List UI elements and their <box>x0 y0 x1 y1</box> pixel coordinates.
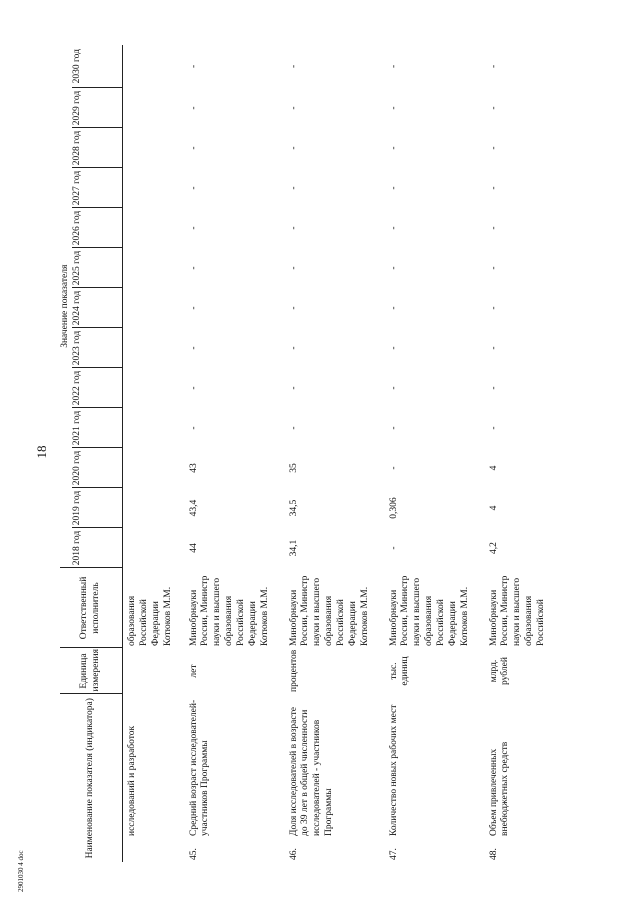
value-cell: - <box>188 386 199 390</box>
header-year-0: 2018 год <box>72 528 123 568</box>
value-cell <box>123 168 185 208</box>
table-row <box>385 45 485 862</box>
indicator-name: исследований и разработок <box>127 725 137 836</box>
row-number: 46. <box>288 848 299 860</box>
value-cell: - <box>488 426 499 430</box>
value-cell: - <box>288 186 299 190</box>
document-code: 2901030 4 doc <box>17 850 25 892</box>
value-cell <box>123 288 185 328</box>
value-cell: - <box>488 146 499 150</box>
value-cell: - <box>288 266 299 270</box>
header-year-4: 2022 год <box>72 368 123 408</box>
rotated-table-container <box>60 45 610 862</box>
value-cell: - <box>488 226 499 230</box>
value-cell: - <box>188 306 199 310</box>
value-cell: - <box>388 466 399 470</box>
value-cell: - <box>388 64 399 69</box>
value-cell: 43 <box>188 463 199 473</box>
indicator-name: Объем привлеченных внебюджетных средств <box>488 741 511 836</box>
value-cell: 4 <box>488 465 499 471</box>
header-year-10: 2028 год <box>72 128 123 168</box>
value-cell: - <box>388 546 399 550</box>
unit-cell: млрд. рублей <box>488 657 511 685</box>
indicator-cell <box>385 694 485 862</box>
indicator-cell <box>485 694 585 862</box>
executor-cell: Минобрнауки России, Министр науки и высшего образования Российской <box>488 575 546 646</box>
value-cell: - <box>188 226 199 230</box>
value-cell <box>123 408 185 448</box>
executor-cell: Минобрнауки России, Министр науки и высшего образования Российской Федерации Котюков М.М. <box>388 575 470 646</box>
row-number: 48. <box>488 848 499 860</box>
value-cell: 4 <box>488 505 499 511</box>
header-year-3: 2021 год <box>72 408 123 448</box>
value-cell: - <box>288 346 299 350</box>
value-cell <box>123 488 185 528</box>
value-cell: - <box>288 306 299 310</box>
header-year-11: 2029 год <box>72 88 123 128</box>
header-year-8: 2026 год <box>72 208 123 248</box>
value-cell: 34,5 <box>288 499 299 517</box>
value-cell: - <box>288 146 299 150</box>
header-executor: Ответственный исполнитель <box>60 568 123 648</box>
table-row <box>285 45 385 862</box>
table-row <box>123 45 185 862</box>
value-cell: - <box>288 226 299 230</box>
value-cell <box>123 208 185 248</box>
value-cell: - <box>488 386 499 390</box>
value-cell <box>123 328 185 368</box>
header-year-9: 2027 год <box>72 168 123 208</box>
page-number: 18 <box>34 445 49 459</box>
value-cell: - <box>188 146 199 150</box>
value-cell: - <box>288 64 299 69</box>
value-cell: - <box>288 106 299 110</box>
value-cell: - <box>388 306 399 310</box>
value-cell: - <box>388 346 399 350</box>
value-cell: - <box>388 266 399 270</box>
value-cell: - <box>488 64 499 69</box>
row-number <box>127 836 139 860</box>
value-cell: 0,306 <box>388 497 399 519</box>
indicator-cell <box>123 694 185 862</box>
header-year-5: 2023 год <box>72 328 123 368</box>
value-cell: - <box>188 266 199 270</box>
value-cell: - <box>388 186 399 190</box>
executor-cell: Минобрнауки России, Министр науки и высшего образования Российской Федерации Котюков М.М. <box>188 575 270 646</box>
header-year-12: 2030 год <box>72 45 123 88</box>
value-cell <box>123 448 185 488</box>
header-indicator: Наименование показателя (индикатора) <box>60 694 123 862</box>
value-cell: 43,4 <box>188 499 199 517</box>
executor-cell: Минобрнауки России, Министр науки и высшего образования Российской Федерации Котюков М.М. <box>288 575 370 646</box>
value-cell: - <box>388 226 399 230</box>
header-unit: Единица измерения <box>60 648 123 694</box>
value-cell: 35 <box>288 463 299 473</box>
value-cell: - <box>488 306 499 310</box>
value-cell: - <box>188 106 199 110</box>
unit-cell: лет <box>188 664 199 678</box>
value-cell: - <box>188 186 199 190</box>
header-year-7: 2025 год <box>72 248 123 288</box>
value-cell: - <box>188 426 199 430</box>
indicator-cell <box>285 694 385 862</box>
indicator-name: Средний возраст исследователей-участников Программы <box>188 699 211 836</box>
value-cell: - <box>288 386 299 390</box>
value-cell <box>123 368 185 408</box>
indicator-name: Доля исследователей в возрасте до 39 лет в общей численности исследователей - участников Программы <box>288 707 335 836</box>
value-cell: - <box>288 426 299 430</box>
unit-cell: тыс. единиц <box>388 656 411 686</box>
value-cell: - <box>388 106 399 110</box>
value-cell: - <box>188 64 199 69</box>
table-row <box>485 45 585 862</box>
value-cell: - <box>388 386 399 390</box>
value-cell <box>123 128 185 168</box>
table-row <box>185 45 285 862</box>
value-cell <box>123 528 185 568</box>
value-cell: - <box>388 146 399 150</box>
header-year-6: 2024 год <box>72 288 123 328</box>
value-cell <box>123 88 185 128</box>
value-cell: - <box>488 106 499 110</box>
executor-cell: образования Российской Федерации Котюков М.М. <box>127 586 173 646</box>
header-year-1: 2019 год <box>72 488 123 528</box>
row-number: 47. <box>388 848 399 860</box>
value-cell: - <box>488 266 499 270</box>
value-cell: - <box>488 186 499 190</box>
indicator-cell <box>185 694 285 862</box>
unit-cell <box>123 648 185 694</box>
unit-cell: процентов <box>288 649 299 692</box>
row-number: 45. <box>188 848 199 860</box>
value-cell: 4,2 <box>488 542 499 554</box>
indicator-name: Количество новых рабочих мест <box>388 704 399 836</box>
value-cell: 34,1 <box>288 539 299 557</box>
value-cell: - <box>488 346 499 350</box>
indicator-table <box>60 45 585 862</box>
value-cell <box>123 45 185 88</box>
value-cell: - <box>388 426 399 430</box>
header-year-2: 2020 год <box>72 448 123 488</box>
header-value-group: Значение показателя <box>60 45 72 568</box>
value-cell <box>123 248 185 288</box>
value-cell: 44 <box>188 543 199 553</box>
value-cell: - <box>188 346 199 350</box>
